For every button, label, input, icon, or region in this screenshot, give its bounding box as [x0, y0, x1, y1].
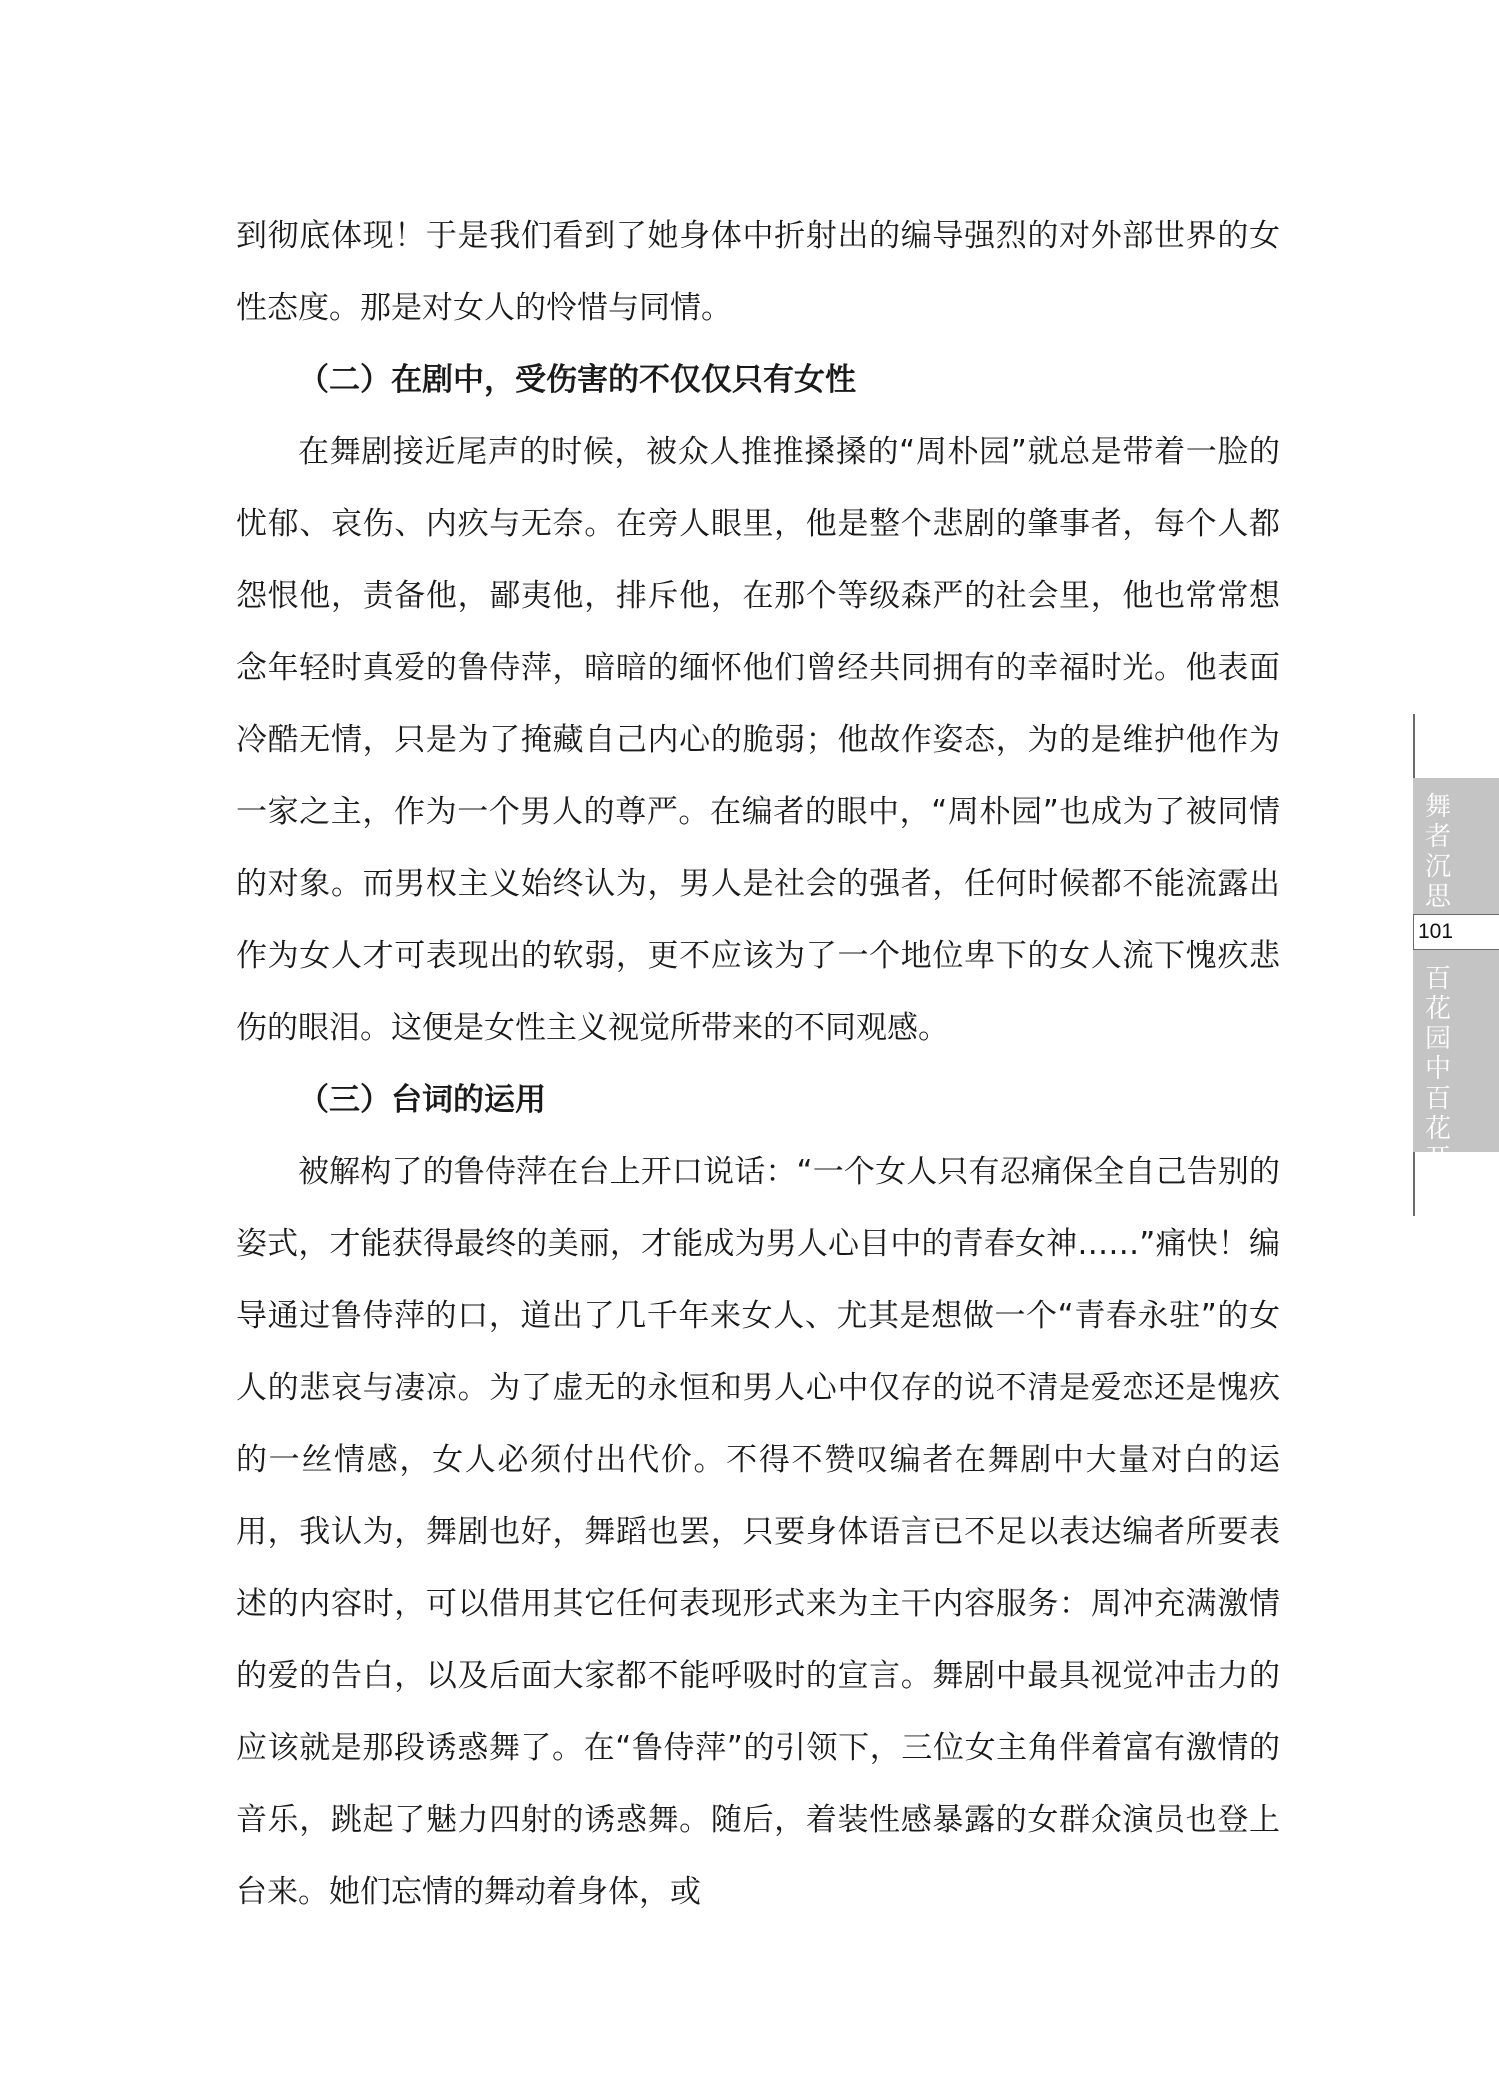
section-heading-3: （三）台词的运用 [298, 1082, 546, 1118]
article-body [236, 200, 1280, 1928]
book-title: 百花园中百花开 [1424, 964, 1451, 1174]
side-rule-bottom [1413, 1152, 1415, 1216]
section-heading-2: （二）在剧中，受伤害的不仅仅只有女性 [298, 362, 856, 398]
side-rule-top [1413, 714, 1415, 778]
paragraph-dialogue-use: 被解构了的鲁侍萍在台上开口说话：“一个女人只有忍痛保全自己告别的姿式，才能获得最终的美丽，才能成为男人心目中的青春女神……”痛快！编导通过鲁侍萍的口，道出了几千年来女人、尤其是想做一个“青春永驻”的女人的悲哀与凄凉。为了虚无的永恒和男人心中仅存的说不清是爱恋还是愧疚的一丝情感，女人必须付出代价。不得不赞叹编者在舞剧中大量对白的运用，我认为，舞剧也好，舞蹈也罢，只要身体语言已不足以表达编者所要表述的内容时，可以借用其它任何表现形式来为主干内容服务：周冲充满激情的爱的告白，以及后面大家都不能呼吸时的宣言。舞剧中最具视觉冲击力的应该就是那段诱惑舞了。在“鲁侍萍”的引领下，三位女主角伴着富有激情的音乐，跳起了魅力四射的诱惑舞。随后，着装性感暴露的女群众演员也登上台来。她们忘情的舞动着身体，或 [236, 1154, 1280, 1910]
paragraph-zhou-puyuan: 在舞剧接近尾声的时候，被众人推推搡搡的“周朴园”就总是带着一脸的忧郁、哀伤、内疚与无奈。在旁人眼里，他是整个悲剧的肇事者，每个人都怨恨他，责备他，鄙夷他，排斥他，在那个等级森严的社会里，他也常常想念年轻时真爱的鲁侍萍，暗暗的缅怀他们曾经共同拥有的幸福时光。他表面冷酷无情，只是为了掩藏自己内心的脆弱；他故作姿态，为的是维护他作为一家之主，作为一个男人的尊严。在编者的眼中，“周朴园”也成为了被同情的对象。而男权主义始终认为，男人是社会的强者，任何时候都不能流露出作为女人才可表现出的软弱，更不应该为了一个地位卑下的女人流下愧疚悲伤的眼泪。这便是女性主义视觉所带来的不同观感。 [236, 434, 1280, 1046]
paragraph-continuation: 到彻底体现！于是我们看到了她身体中折射出的编导强烈的对外部世界的女性态度。那是对女人的怜惜与同情。 [236, 218, 1280, 326]
page-number: 101 [1413, 914, 1499, 950]
section-label-tab [1413, 778, 1499, 914]
section-label: 舞者沉思 [1424, 792, 1451, 912]
book-title-tab [1413, 950, 1499, 1174]
